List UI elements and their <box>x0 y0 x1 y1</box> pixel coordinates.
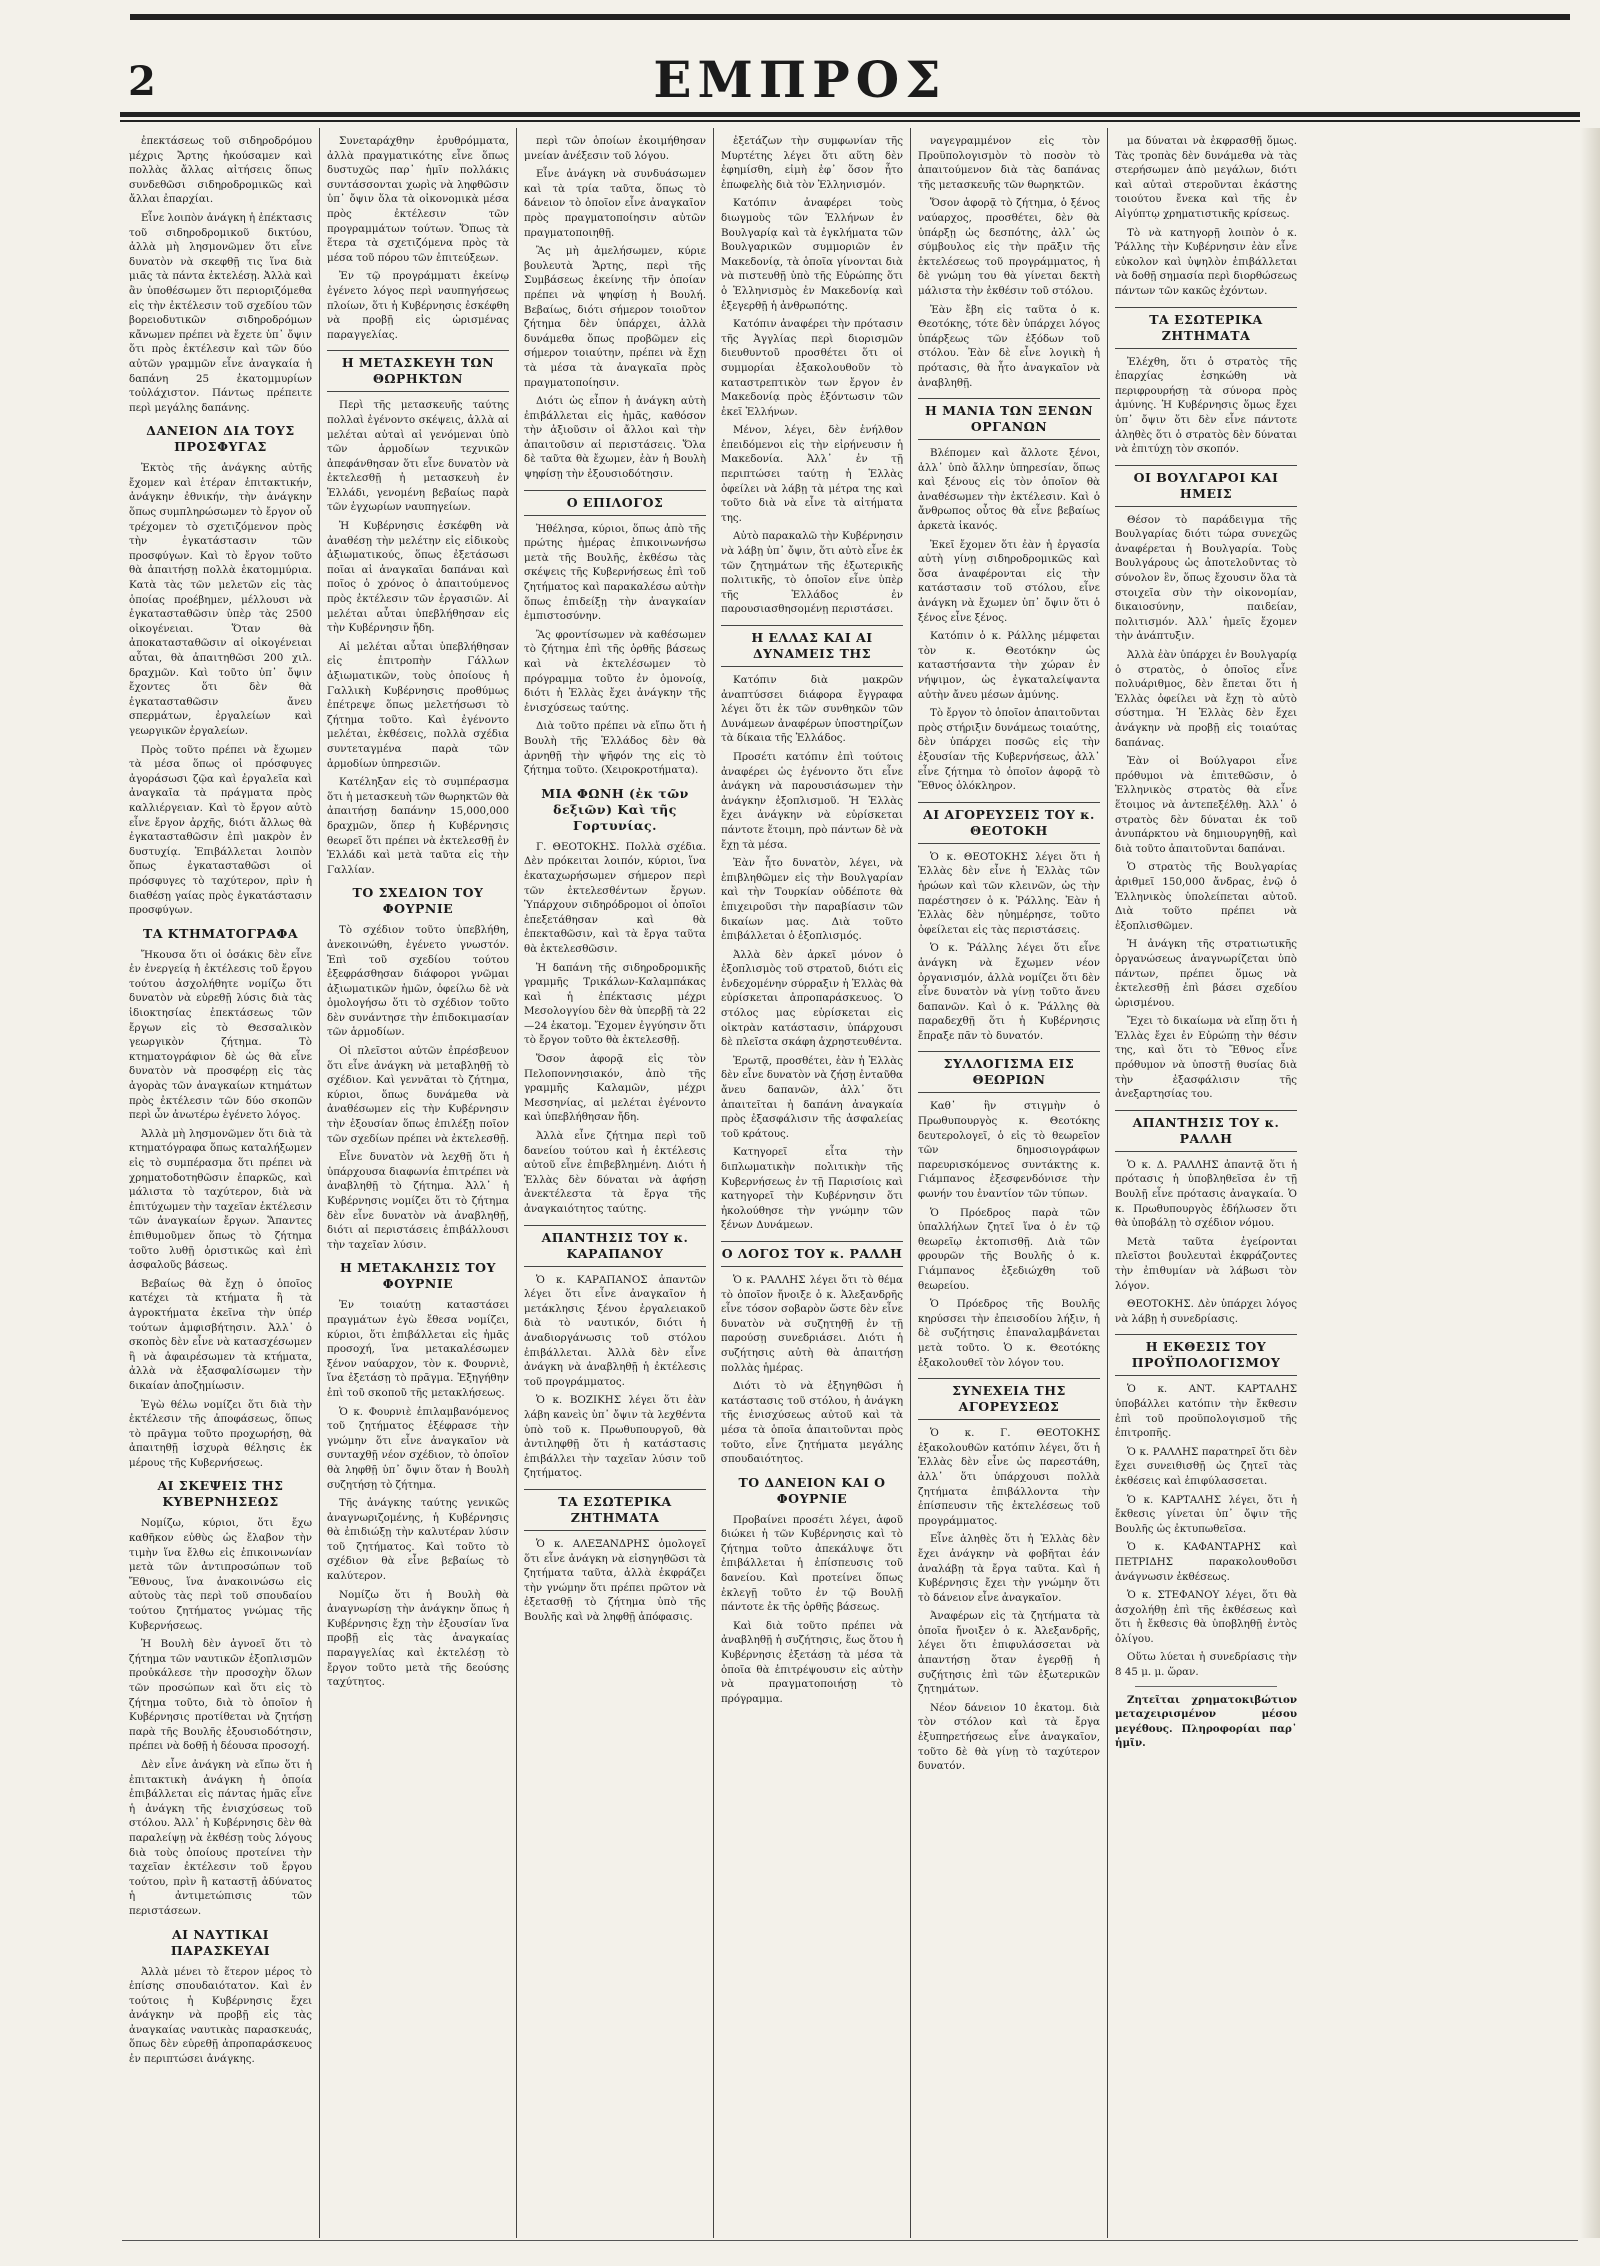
article-paragraph: ἐξετάζων τὴν συμφωνίαν τῆς Μυρτέτης λέγει ὅτι αὕτη δὲν ἐφημίσθη, εἰμὴ ἐφ᾽ ὅσον ἦτο ἐπωφελὴς διὰ τὸν Ἑλληνισμόν. <box>721 135 903 191</box>
article-paragraph: Ὁ κ. Γ. ΘΕΟΤΟΚΗΣ ἐξακολουθῶν κατόπιν λέγει, ὅτι ἡ Ἑλλὰς δὲν εἶνε ὡς παρεστάθη, ἀλλ᾽ ὅτι ὑπάρχουσι πολλὰ ζητήματα ἐπιβάλλοντα τὴν ἐπίσπευσιν τῆς ἐκτελέσεως τοῦ προγράμματος. <box>918 1427 1100 1527</box>
article-paragraph: Ὁ κ. ΚΑΦΑΝΤΑΡΗΣ καὶ ΠΕΤΡΙΔΗΣ παρακολουθοῦσι ἀνάγνωσιν ἐκθέσεως. <box>1115 1541 1297 1583</box>
header-rule <box>120 112 1580 117</box>
article-heading: ΑΙ ΣΚΕΨΕΙΣ ΤΗΣ ΚΥΒΕΡΝΗΣΕΩΣ <box>157 1478 284 1510</box>
article-heading: ΤΑ ΚΤΗΜΑΤΟΓΡΑΦΑ <box>142 925 299 941</box>
article-paragraph: Τὸ σχέδιον τοῦτο ὑπεβλήθη, ἀνεκοινώθη, ἐγένετο γνωστόν. Ἐπὶ τοῦ σχεδίου τούτου ἐξεφράσθησαν διάφοροι γνῶμαι ἀξιωματικῶν ἡμῶν, ὀφείλω δὲ νὰ ὁμολογήσω ὅτι τὸ σχέδιον τοῦτο δὲν συνάντησε τὴν ἐπιδοκιμασίαν τῶν ἁρμοδίων. <box>327 924 509 1039</box>
article-paragraph: Ἀλλὰ μὴ λησμονῶμεν ὅτι διὰ τὰ κτηματόγραφα ὅπως καταλήξωμεν εἰς τὸ συμπέρασμα ὅτι πρέπει νὰ χρηματοδοτηθῶσιν ἐπαρκῶς, καὶ μάλιστα τὸ ταχύτερον, διὰ νὰ ἐπιτύχωμεν τὴν ταχεῖαν ἐκτέλεσιν τῶν ἀναγκαίων ἔργων. Ἅπαντες ἐπιθυμοῦμεν ὅπως τὸ ζήτημα τοῦτο λυθῇ ὁριστικῶς καὶ ἐπὶ ἀσφαλοῦς βάσεως. <box>129 1127 312 1272</box>
article-paragraph: περὶ τῶν ὁποίων ἐκοιμήθησαν μνείαν ἀνέξεσιν τοῦ λόγου. <box>524 135 706 162</box>
article-paragraph: Τῆς ἀνάγκης ταύτης γενικῶς ἀναγνωριζομένης, ἡ Κυβέρνησις θὰ ἐπιδιώξῃ τὴν καλυτέραν λύσιν τοῦ ζητήματος. Καὶ τοῦτο τὸ σχέδιον θὰ εἶνε βεβαίως τὸ καλύτερον. <box>327 1497 509 1583</box>
article-paragraph: Ὁ κ. Δ. ΡΑΛΛΗΣ ἀπαντᾷ ὅτι ἡ πρότασις ἡ ὑποβληθεῖσα ἐν τῇ Βουλῇ εἶνε πρότασις ἀναγκαία. Ὁ κ. Πρωθυπουργὸς ἐδήλωσεν ὅτι θὰ ὑποβάλῃ τὸ σχέδιον νόμου. <box>1115 1158 1297 1230</box>
article-paragraph: Ζητεῖται χρηματοκιβώτιον μεταχειρισμένον μέσου μεγέθους. Πληροφορίαι παρ᾽ ἡμῖν. <box>1115 1693 1297 1750</box>
article-paragraph: Ἐν τῷ προγράμματι ἐκείνῳ ἐγένετο λόγος περὶ ναυπηγήσεως πλοίων, ὅτι ἡ Κυβέρνησις ἐσκέφθη νὰ προβῇ εἰς ὡρισμένας παραγγελίας. <box>327 270 509 341</box>
article-heading: ΑΙ ΝΑΥΤΙΚΑΙ ΠΑΡΑΣΚΕΥΑΙ <box>170 1926 271 1958</box>
article-paragraph: ΘΕΟΤΟΚΗΣ. Δὲν ὑπάρχει λόγος νὰ λάβῃ ἡ συνεδρίασις. <box>1115 1298 1297 1325</box>
column-6 <box>1107 128 1304 2238</box>
scan-edge <box>1580 128 1600 2238</box>
article-heading: ΑΠΑΝΤΗΣΙΣ ΤΟΥ κ. ΡΑΛΛΗ <box>1115 1110 1297 1152</box>
article-paragraph: Περὶ τῆς μετασκευῆς ταύτης πολλαὶ ἐγένοντο σκέψεις, ἀλλὰ αἱ μελέται αὐταὶ αἱ γενόμεναι ὑπὸ τῶν ἁρμοδίων τεχνικῶν ἀπεφάνθησαν ὅτι εἶνε δυνατὸν νὰ ἐκτελεσθῇ ἡ μετασκευὴ ἐν Ἑλλάδι, γενομένη βεβαίως παρὰ τῶν ἐγχωρίων ναυπηγείων. <box>327 399 509 514</box>
article-paragraph: Γ. ΘΕΟΤΟΚΗΣ. Πολλὰ σχέδια. Δὲν πρόκειται λοιπόν, κύριοι, ἵνα ἐκαταχωρήσωμεν σήμερον περὶ τῶν ἐκτελεσθέντων ἔργων. Ὑπάρχουν σιδηρόδρομοι οἱ ὁποῖοι ἐπεξετάθησαν καὶ θὰ ἐπεκταθῶσιν, καὶ τὰ ἔργα ταῦτα θὰ ἐκτελεσθῶσιν. <box>524 840 706 955</box>
column-5 <box>910 128 1107 2238</box>
article-heading: Η ΕΚΘΕΣΙΣ ΤΟΥ ΠΡΟΫΠΟΛΟΓΙΣΜΟΥ <box>1115 1334 1297 1376</box>
article-heading: ΤΑ ΕΣΩΤΕΡΙΚΑ ΖΗΤΗΜΑΤΑ <box>1115 307 1297 349</box>
article-paragraph: Ὁ κ. ΡΑΛΛΗΣ παρατηρεῖ ὅτι δὲν ἔχει συνειθισθῇ ὡς ζητεῖ τὰς ἐκθέσεις καὶ ἐπιφύλασσεται. <box>1115 1445 1297 1487</box>
article-paragraph: Τὸ ἔργον τὸ ὁποῖον ἀπαιτοῦνται πρὸς στήριξιν δυνάμεως τοιαύτης, δὲν ὑπάρχει ποσῶς εἰς τὴν ἐξουσίαν τῆς Κυβερνήσεως, ἀλλ᾽ εἶνε ζήτημα τὸ ὁποῖον ἀφορᾷ τὸ Ἔθνος ὁλόκληρον. <box>918 707 1100 793</box>
article-paragraph: Ἀλλὰ εἶνε ζήτημα περὶ τοῦ δανείου τούτου καὶ ἡ ἐκτέλεσις αὐτοῦ εἶνε ἐπιβεβλημένη. Διότι ἡ Ἑλλὰς δὲν δύναται νὰ ἀφήσῃ ἀνεκτέλεστα τὰ ἔργα τῆς ἀναγκαιότητος ταύτης. <box>524 1130 706 1215</box>
article-paragraph: Ὁ κ. ΑΛΕΞΑΝΔΡΗΣ ὁμολογεῖ ὅτι εἶνε ἀνάγκη νὰ εἰσηγηθῶσι τὰ ζητήματα ταῦτα, ἀλλὰ ἐκφράζει τὴν γνώμην ὅτι πρέπει πρῶτον νὰ ἐξετασθῇ τὸ ζήτημα ὑπὸ τῆς Βουλῆς καὶ νὰ ληφθῇ ἀπόφασις. <box>524 1537 706 1623</box>
columns <box>122 128 1578 2238</box>
article-heading: ΤΟ ΣΧΕΔΙΟΝ ΤΟΥ ΦΟΥΡΝΙΕ <box>352 885 484 917</box>
article-heading: ΣΥΛΛΟΓΙΣΜΑ ΕΙΣ ΘΕΩΡΙΩΝ <box>918 1051 1100 1093</box>
article-paragraph: Ὁ κ. Φουρνιὲ ἐπιλαμβανόμενος τοῦ ζητήματος ἐξέφρασε τὴν γνώμην ὅτι εἶνε ἀναγκαῖον νὰ συνταχθῇ νέον σχέδιον, τὸ ὁποῖον θὰ ληφθῇ ὑπ᾽ ὄψιν ὅταν ἡ Βουλὴ συζητήσῃ τὸ ζήτημα. <box>327 1405 509 1491</box>
article-paragraph: Νέον δάνειον 10 ἑκατομ. διὰ τὸν στόλον καὶ τὰ ἔργα ἐξυπηρετήσεως εἶνε ἀναγκαῖον, τοῦτο δὲ θὰ γίνῃ τὸ ταχύτερον δυνατόν. <box>918 1701 1100 1773</box>
article-paragraph: Ἡ δαπάνη τῆς σιδηροδρομικῆς γραμμῆς Τρικάλων-Καλαμπάκας καὶ ἡ ἐπέκτασις μέχρι Μεσολογγίου δὲν θὰ ὑπερβῇ τὰ 22—24 ἑκατομ. Ἔχομεν ἐγγύησιν ὅτι τὸ ἔργον τοῦτο θὰ ἐκτελεσθῇ. <box>524 961 706 1047</box>
article-paragraph: Ὅσον ἀφορᾷ εἰς τὸν Πελοποννησιακόν, ἀπὸ τῆς γραμμῆς Καλαμῶν, μέχρι Μεσσηνίας, αἱ μελέται ἐγένοντο καὶ ὑπεβλήθησαν ἤδη. <box>524 1053 706 1124</box>
column-2 <box>319 128 516 2238</box>
article-paragraph: Ἐὰν ἔβη εἰς ταῦτα ὁ κ. Θεοτόκης, τότε δὲν ὑπάρχει λόγος ὑπάρξεως τῶν ἐξόδων τοῦ στόλου. Ἐὰν δὲ εἶνε λογικὴ ἡ πρότασις, θὰ ἦτο ἀναγκαῖον νὰ ἀναβληθῇ. <box>918 303 1100 389</box>
article-paragraph: Ἀναφέρων εἰς τὰ ζητήματα τὰ ὁποῖα ἤνοιξεν ὁ κ. Ἀλεξανδρῆς, λέγει ὅτι ἐπιφυλάσσεται νὰ ἀπαντήσῃ ὅταν ἐγερθῇ ἡ συζήτησις ἐπὶ τῶν ἐξωτερικῶν ζητημάτων. <box>918 1610 1100 1696</box>
header-rule-thin <box>120 120 1580 122</box>
article-paragraph: Πρὸς τοῦτο πρέπει νὰ ἔχωμεν τὰ μέσα ὅπως οἱ πρόσφυγες ἀγοράσωσι ζῷα καὶ ἐργαλεῖα καὶ ἀναγκαῖα τὰ πράγματα πρὸς καλλιέργειαν. Καὶ τὸ ἔργον αὐτὸ εἶνε ἔργον ἀρχῆς, διότι ἄλλως θὰ ἐγκατασταθῶσιν ἐπὶ μακρὸν ἐν δυστυχίᾳ. Ἐπιβάλλεται λοιπὸν ὅπως ἐγκατασταθῶσι οἱ πρόσφυγες τὸ ταχύτερον, πρὶν ἡ διαθέσῃ γαίας πρὸς ἐγκατάστασιν προσφύγων. <box>129 743 312 917</box>
article-paragraph: Προσέτι κατόπιν ἐπὶ τούτοις ἀναφέρει ὡς ἐγένοντο ὅτι εἶνε ἀνάγκη νὰ παρουσιάσωμεν τὴν ἀνάγκην ἐξοπλισμοῦ. Ἡ Ἑλλὰς ἔχει ἀνάγκην νὰ εὑρίσκεται πάντοτε ἕτοιμη, πρὸ πάντων δὲ νὰ ἔχῃ τὰ μέσα. <box>721 750 903 851</box>
article-paragraph: Ἀλλὰ ἐὰν ὑπάρχει ἐν Βουλγαρίᾳ ὁ στρατὸς, ὁ ὁποῖος εἶνε πολυάριθμος, δὲν ἔπεται ὅτι ἡ Ἑλλὰς ὀφείλει νὰ ἔχῃ τὸ αὐτὸ σύστημα. Ἡ Ἑλλὰς δὲν ἔχει ἀνάγκην νὰ προβῇ εἰς τοιαύτας δαπάνας. <box>1115 649 1297 749</box>
article-paragraph: Ὁ κ. ΣΤΕΦΑΝΟΥ λέγει, ὅτι θὰ ἀσχολήθῃ ἐπὶ τῆς ἐκθέσεως καὶ ὅτι ἡ ἔκθεσις θὰ ὑποβληθῇ ἐντὸς ὀλίγου. <box>1115 1589 1297 1645</box>
article-heading: Ο ΛΟΓΟΣ ΤΟΥ κ. ΡΑΛΛΗ <box>721 1241 903 1267</box>
article-heading: Ο ΕΠΙΛΟΓΟΣ <box>524 490 706 516</box>
newspaper-title: ΕΜΠΡΟΣ <box>653 50 947 109</box>
article-paragraph: Εἶνε ἀνάγκη νὰ συνδυάσωμεν καὶ τὰ τρία ταῦτα, ὅπως τὸ δάνειον τὸ ὁποῖον εἶνε ἀναγκαῖον πρὸς πραγματοποίησιν αὐτῶν πραγματοποιηθῇ. <box>524 168 706 239</box>
article-paragraph: ἐπεκτάσεως τοῦ σιδηροδρόμου μέχρις Ἄρτης ἠκούσαμεν καὶ πολλὰς ἄλλας αἰτήσεις ὅπως συνδεθῶσι σιδηροδρομικῶς καὶ ἄλλαι ἐπαρχίαι. <box>129 135 312 206</box>
article-paragraph: Ἐκεῖ ἔχομεν ὅτι ἐὰν ἡ ἐργασία αὐτὴ γίνῃ σιδηροδρομικῶς καὶ ὅσα ἀναφέρονται εἰς τὴν κατάστασιν τοῦ στόλου, εἶνε ἀνάγκη νὰ ἔχωμεν ὑπ᾽ ὄψιν ὅτι ὁ ξένος εἶνε ξένος. <box>918 538 1100 624</box>
article-paragraph: Κατόπιν ἀναφέρει τοὺς διωγμοὺς τῶν Ἑλλήνων ἐν Βουλγαρίᾳ καὶ τὰ ἐγκλήματα τῶν Βουλγαρικῶν συμμοριῶν ἐν Μακεδονίᾳ, τὰ ὁποῖα γίνονται διὰ νὰ πιστευθῇ ὑπὸ τῆς Εὐρώπης ὅτι ὁ Ἑλληνισμὸς ἐν Μακεδονίᾳ καὶ ἐξεγερθῇ ἡ ἀνθρωπότης. <box>721 197 903 312</box>
article-paragraph: Ἡ Βουλὴ δὲν ἀγνοεῖ ὅτι τὸ ζήτημα τῶν ναυτικῶν ἐξοπλισμῶν προὐκάλεσε τὴν προσοχὴν ὅλων τῶν προσώπων καὶ ὅτι εἰς τὸ ζήτημα τοῦτο, διὰ τὸ ὁποῖον ἡ Κυβέρνησις προτίθεται νὰ ζητήσῃ παρὰ τῆς Βουλῆς ἐξουσιοδότησιν, πρέπει νὰ δοθῇ ἡ δέουσα προσοχή. <box>129 1638 312 1753</box>
article-paragraph: Καὶ διὰ τοῦτο πρέπει νὰ ἀναβληθῇ ἡ συζήτησις, ἕως ὅτου ἡ Κυβέρνησις ἐξετάσῃ τὰ μέσα τὰ ὁποῖα θὰ ἐπιτρέψουσιν εἰς αὐτὴν νὰ πραγματοποιήσῃ τὸ πρόγραμμα. <box>721 1619 903 1705</box>
article-paragraph: Ἂς μὴ ἀμελήσωμεν, κύριε βουλευτὰ Ἄρτης, περὶ τῆς Συμβάσεως ἐκείνης τῆν ὁποίαν πρέπει νὰ ψηφίσῃ ἡ Βουλή. Βεβαίως, διότι σήμερον τοιοῦτον ζήτημα δὲν ὑπάρχει, ἀλλὰ δυνάμεθα ὅπως προβῶμεν εἰς σήμερον τοιαύτην, πρέπει νὰ ἔχῃ τὰ μέσα τὰ ἀναγκαῖα πρὸς πραγματοποίησιν. <box>524 245 706 389</box>
article-heading: Η ΜΕΤΑΚΛΗΣΙΣ ΤΟΥ ΦΟΥΡΝΙΕ <box>340 1260 496 1292</box>
page-number: 2 <box>128 58 156 105</box>
article-paragraph: Προβαίνει προσέτι λέγει, ἀφοῦ διώκει ἡ τῶν Κυβέρνησις καὶ τὸ ζήτημα τοῦτο ἀπεκάλυψε ὅτι ἐπιβάλλεται ἡ ἐπίσπευσις τοῦ δανείου. Καὶ προτείνει ὅπως ἐκλεγῇ τοῦτο ἐν τῷ Βουλῇ πάντοτε ἐκ τῆς ὀρθῆς βάσεως. <box>721 1513 903 1614</box>
article-paragraph: Βεβαίως θὰ ἔχῃ ὁ ὁποῖος κατέχει τὰ κτήματα ἢ τὰ ἀγροκτήματα ἐκεῖνα τὴν ὑπέρ τούτων ἀμφισβήτησιν. Ἀλλ᾽ ὁ σκοπὸς δὲν εἶνε νὰ κατασχέσωμεν ἢ νὰ ἀφαιρέσωμεν τὰ κτήματα, ἀλλὰ νὰ ἐξασφαλίσωμεν τὴν δικαίαν ἀποζημίωσιν. <box>129 1277 312 1392</box>
article-paragraph: Ἤκουσα ὅτι οἱ ὁσάκις δὲν εἶνε ἐν ἐνεργείᾳ ἡ ἐκτέλεσις τοῦ ἔργου τούτου ἀσχολήθητε νομίζω ὅτι δυνατὸν νὰ εὑρεθῇ λύσις διὰ τὰς ἰδιοκτησίας ἐπεκτάσεως τῶν ἔργων εἰς τὸ Θεσσαλικὸν γεωργικὸν ζήτημα. Τὸ κτηματογράφιον δὲ ὡς θὰ εἶνε δυνατὸν νὰ προσφέρῃ εἰς τὰς ἀγορὰς τῶν ἀναγκαίων κτημάτων πρὸς ἐκτέλεσιν τῶν δύο σκοπῶν περὶ ὧν ἀνωτέρω ἐγένετο λόγος. <box>129 948 312 1122</box>
article-paragraph: Κατόπιν διὰ μακρῶν ἀναπτύσσει διάφορα ἔγγραφα λέγει ὅτι ἐκ τῶν συνθηκῶν τῶν Δυνάμεων ἀναφέρων ὑποστηρίζων τὰ δίκαια τῆς Ἑλλάδος. <box>721 674 904 745</box>
article-paragraph: Ὅσον ἀφορᾷ τὸ ζήτημα, ὁ ξένος ναύαρχος, προσθέτει, δὲν θὰ ὑπάρξῃ ὡς δεσπότης, ἀλλ᾽ ὡς σύμβουλος εἰς τὴν πρᾶξιν τῆς ἐκτελέσεως τοῦ προγράμματος, ἡ δὲ γνώμη του θὰ γίνεται δεκτὴ μάλιστα τὴν ἐκθέσιν τοῦ στόλου. <box>918 197 1100 297</box>
article-paragraph: Ἐγὼ θέλω νομίζει ὅτι διὰ τὴν ἐκτέλεσιν τῆς ἀποφάσεως, ὅπως τὸ πρᾶγμα τοῦτο προχωρήσῃ, θὰ ἀπαιτηθῇ ἰσχυρὰ θέλησις ἐκ μέρους τῆς Κυβερνήσεως. <box>129 1398 312 1469</box>
article-paragraph: Ἀλλὰ μένει τὸ ἕτερον μέρος τὸ ἐπίσης σπουδαιότατον. Καὶ ἐν τούτοις ἡ Κυβέρνησις ἔχει ἀνάγκην νὰ προβῇ εἰς τὰς ἀναγκαίας ναυτικὰς παρασκευάς, ὅπως δὲν εὑρεθῇ ἀπροπαράσκευος ἐν περιπτώσει ἀνάγκης. <box>129 1965 312 2066</box>
article-paragraph: Νομίζω, κύριοι, ὅτι ἔχω καθῆκον εὐθὺς ὡς ἔλαβον τὴν τιμὴν ἵνα ἔλθω εἰς ἐπικοινωνίαν μετὰ τῶν ἀντιπροσώπων τοῦ Ἔθνους, ἵνα ἀνακοινώσω εἰς αὐτοὺς τὰς περὶ τοῦ σπουδαίου τούτου ζητήματος γνώμας τῆς Κυβερνήσεως. <box>129 1517 312 1632</box>
article-paragraph: Ἐν τοιαύτῃ καταστάσει πραγμάτων ἐγὼ ἔθεσα νομίζει, κύριοι, ὅτι ἐπιβάλλεται εἰς ἡμᾶς προσοχή, ἵνα μετακαλέσωμεν ξένον ναύαρχον, τὸν κ. Φουρνιὲ, ἵνα ἐξετάσῃ τὸ πρᾶγμα. Ἐξηγήθην ἐπὶ τοῦ σκοποῦ τῆς μετακλήσεως. <box>327 1299 509 1399</box>
article-paragraph: Ἐλέχθη, ὅτι ὁ στρατὸς τῆς ἐπαρχίας ἐσηκώθη νὰ περιφρουρήσῃ τὰ σύνορα πρὸς ἀμύνης. Ἡ Κυβέρνησις ὅμως ἔχει ὑπ᾽ ὄψιν ὅτι δὲν εἶνε πάντοτε ἀληθὲς ὅτι ὁ στρατὸς δὲν δύναται νὰ ἐπιτύχῃ τὸν σκοπόν. <box>1115 355 1297 456</box>
article-heading: ΣΥΝΕΧΕΙΑ ΤΗΣ ΑΓΟΡΕΥΣΕΩΣ <box>918 1378 1100 1420</box>
article-paragraph: Ἔχει τὸ δικαίωμα νὰ εἴπῃ ὅτι ἡ Ἑλλὰς ἔχει ἐν Εὐρώπῃ τὴν θέσιν της, καὶ ὅτι τὸ Ἔθνος εἶνε πρόθυμον νὰ ὑποστῇ θυσίας διὰ τὴν ἐξασφάλισιν τῆς ἀνεξαρτησίας του. <box>1115 1015 1297 1101</box>
article-paragraph: Καθ᾽ ἣν στιγμὴν ὁ Πρωθυπουργὸς κ. Θεοτόκης δευτερολογεῖ, ὁ εἰς τὸ θεωρεῖον τῶν δημοσιογράφων παρευρισκόμενος συντάκτης κ. Γιάμπανος ἐξεσφενδόνισε τὴν φωνήν του ἐναντίον τῶν τύπων. <box>918 1100 1100 1201</box>
article-heading: Η ΕΛΛΑΣ ΚΑΙ ΑΙ ΔΥΝΑΜΕΙΣ ΤΗΣ <box>721 625 903 667</box>
article-paragraph: Ὁ Πρόεδρος τῆς Βουλῆς κηρύσσει τὴν ἐπεισοδίου λήξιν, ἡ δὲ συζήτησις ἐπαναλαμβάνεται μετὰ τοῦτο. Ὁ κ. Θεοτόκης ἐξακολουθεῖ τὸν λόγον του. <box>918 1298 1100 1369</box>
article-paragraph: Θέσον τὸ παράδειγμα τῆς Βουλγαρίας διότι τώρα συνεχῶς ἀναφέρεται ἡ Βουλγαρία. Τοὺς Βουλγάρους ὡς ἀποτελοῦντας τὸ σύνολον ἓν, ὅπως ἔχουσιν ὅλα τὰ στοιχεῖα σὺν τὴν οἰκονομίαν, δικαιοσύνην, παιδείαν, πολιτισμόν. Ἀλλ᾽ ἡμεῖς ἔχομεν τὴν ἀνάπτυξιν. <box>1115 513 1297 643</box>
column-1 <box>122 128 319 2238</box>
article-paragraph: Αἱ μελέται αὗται ὑπεβλήθησαν εἰς ἐπιτροπὴν Γάλλων ἀξιωματικῶν, τοὺς ὁποίους ἡ Γαλλικὴ Κυβέρνησις προθύμως ἐπέτρεψε ὅπως μελετήσωσι τὸ ζήτημα τοῦτο. Καὶ ἐγένοντο μελέται, ἐκθέσεις, πολλὰ σχέδια συντεταγμένα παρὰ τῶν ἁρμοδίων ὑπηρεσιῶν. <box>327 640 509 770</box>
article-heading: ΟΙ ΒΟΥΛΓΑΡΟΙ ΚΑΙ ΗΜΕΙΣ <box>1115 465 1297 507</box>
article-paragraph: Ἐὰν ἦτο δυνατὸν, λέγει, νὰ ἐπιβληθῶμεν εἰς τὴν Βουλγαρίαν καὶ τὴν Τουρκίαν οὐδέποτε θὰ ἐπιχειροῦσι τὴν παραβίασιν τῶν δικαίων μας. Διὰ τοῦτο ἐπιβάλλεται ὁ ἐξοπλισμός. <box>721 857 903 943</box>
article-paragraph: Μετὰ ταῦτα ἐγείρονται πλεῖστοι βουλευταὶ ἐκφράζοντες τὴν ἐπιθυμίαν νὰ λάβωσι τὸν λόγον. <box>1115 1235 1297 1292</box>
article-paragraph: Διότι τὸ νὰ ἐξηγηθῶσι ἡ κατάστασις τοῦ στόλου, ἡ ἀνάγκη τῆς ἐνισχύσεως αὐτοῦ καὶ τὰ μέσα τὰ ὁποῖα ἀπαιτοῦνται πρὸς τοῦτο, εἶνε ζητήματα μεγάλης σπουδαιότητος. <box>721 1380 903 1466</box>
masthead <box>0 0 1600 130</box>
article-paragraph: Ὁ στρατὸς τῆς Βουλγαρίας ἀριθμεῖ 150,000 ἄνδρας, ἐνῷ ὁ Ἑλληνικὸς ὑπολείπεται αὐτοῦ. Διὰ τοῦτο πρέπει νὰ ἐξοπλισθῶμεν. <box>1115 861 1297 932</box>
article-paragraph: Ὁ κ. ΒΟΖΙΚΗΣ λέγει ὅτι ἐὰν λάβη κανεὶς ὑπ᾽ ὄψιν τὰ λεχθέντα ὑπὸ τοῦ κ. Πρωθυπουργοῦ, θὰ ἀντιληφθῇ ὅτι ἡ κατάστασις ἐπιβάλλει τὴν ταχεῖαν λύσιν τοῦ ζητήματος. <box>524 1394 706 1480</box>
article-paragraph: Δὲν εἶνε ἀνάγκη νὰ εἴπω ὅτι ἡ ἐπιτακτικὴ ἀνάγκη ἡ ὁποία ἐπιβάλλεται εἰς πάντας ἡμᾶς εἶνε ἡ ἀνάγκη τῆς ἐνισχύσεως τοῦ στόλου. Ἀλλ᾽ ἡ Κυβέρνησις δὲν θὰ παραλείψῃ νὰ ἐκθέσῃ τοὺς λόγους διὰ τοὺς ὁποίους προτείνει τὴν ταχεῖαν ἐκτέλεσιν τοῦ ἔργου τούτου, πρὶν ἢ καταστῇ ἀδύνατος ἡ ἀντιμετώπισις τῶν περιστάσεων. <box>129 1758 312 1917</box>
article-paragraph: Κατηγορεῖ εἶτα τὴν διπλωματικὴν πολιτικὴν τῆς Κυβερνήσεως ἐν τῇ Παρισίοις καὶ κατηγορεῖ τὴν Κυβέρνησιν ὅτι ἠκολούθησε τὴν γνώμην τῶν ξένων Δυνάμεων. <box>721 1146 903 1232</box>
article-paragraph: Ὁ κ. ΚΑΡΑΠΑΝΟΣ ἀπαντῶν λέγει ὅτι εἶνε ἀναγκαῖον ἡ μετάκλησις ξένου ἐργαλειακοῦ διὰ τὸ ναυτικόν, διότι ἡ ἀναδιοργάνωσις τοῦ στόλου ἐπιβάλλεται. Ἀλλὰ δὲν εἶνε ἀνάγκη νὰ ἀναβληθῇ ἡ ἐκτέλεσις τοῦ προγράμματος. <box>524 1273 706 1388</box>
article-heading: ΤΑ ΕΣΩΤΕΡΙΚΑ ΖΗΤΗΜΑΤΑ <box>524 1489 706 1531</box>
article-paragraph: Αὐτὸ παρακαλῶ τὴν Κυβέρνησιν νὰ λάβῃ ὑπ᾽ ὄψιν, ὅτι αὐτὸ εἶνε ἐκ τῶν ζητημάτων τῆς ἐξωτερικῆς πολιτικῆς, τὸ ὁποῖον εἶνε ὑπὲρ τῆς Ἑλλάδος ἐν παρουσιασθησομένῃ περιστάσει. <box>721 530 903 616</box>
article-paragraph: Τὸ νὰ κατηγορῇ λοιπὸν ὁ κ. Ῥάλλης τὴν Κυβέρνησιν ἐὰν εἶνε εὐκολον καὶ ὑψηλὸν ἐπιβάλλεται νὰ δοθῇ σημασία περὶ διορθώσεως πάντων τῶν κακῶς ἐχόντων. <box>1115 226 1297 297</box>
article-paragraph: Διὰ τοῦτο πρέπει νὰ εἴπω ὅτι ἡ Βουλὴ τῆς Ἑλλάδος δὲν θὰ ἀρνηθῇ τὴν ψῆφόν της εἰς τὸ ζήτημα τοῦτο. (Χειροκροτήματα). <box>524 720 706 777</box>
article-paragraph: Ὁ Πρόεδρος παρὰ τῶν ὑπαλλήλων ζητεῖ ἵνα ὁ ἐν τῷ θεωρεῖῳ ἐκτοπισθῇ. Διὰ τῶν φρουρῶν τῆς Βουλῆς ὁ κ. Γιάμπανος ἐξεδιώχθη τοῦ θεωρείου. <box>918 1206 1100 1292</box>
article-paragraph: Ὁ κ. Ῥάλλης λέγει ὅτι εἶνε ἀνάγκη νὰ ἔχωμεν νέον ὀργανισμόν, ἀλλὰ νομίζει ὅτι δὲν εἶνε δυνατὸν νὰ γίνῃ τοῦτο ἄνευ δαπανῶν. Καὶ ὁ κ. Ῥάλλης θὰ παραδεχθῇ ὅτι ἡ Κυβέρνησις ἔπραξε πᾶν τὸ δυνατόν. <box>918 942 1100 1042</box>
article-heading: Η ΜΑΝΙΑ ΤΩΝ ΞΕΝΩΝ ΟΡΓΑΝΩΝ <box>918 398 1100 440</box>
article-paragraph: Ἠθέλησα, κύριοι, ὅπως ἀπὸ τῆς πρώτης ἡμέρας ἐπικοινωνήσω μετὰ τῆς Βουλῆς, ἐκθέσω τὰς σκέψεις τῆς Κυβερνήσεως ἐπὶ τοῦ ζητήματος καὶ παρακαλέσω αὐτὴν ὅπως ἐπιδείξῃ τὴν ἀναγκαίαν ἐμπιστοσύνην. <box>524 522 706 623</box>
article-heading: ΜΙΑ ΦΩΝΗ (ἐκ τῶν δεξιῶν) Καὶ τῆς Γορτυνίας. <box>541 785 689 833</box>
article-paragraph: Ἐκτὸς τῆς ἀνάγκης αὐτῆς ἔχομεν καὶ ἑτέραν ἐπιτακτικήν, ἀνάγκην ἐθνικήν, τὴν ἀνάγκην ὅπως συμπληρώσωμεν τὸ ἔργον οὗ τρέχομεν τὸ σχετιζόμενον πρὸς τὴν ἐγκατάστασιν τῶν προσφύγων. Καὶ τὸ ἔργον τοῦτο θὰ ἀπαιτήσῃ πολλὰ ἑκατομμύρια. Κατὰ τὰς τῶν μελετῶν εἰς τὰς ὁποίας προέβημεν, μέλλουσι νὰ ἐγκατασταθῶσιν ὑπὲρ τὰς 2500 οἰκογένειαι. Ὅταν θὰ ἀποκατασταθῶσιν αἱ οἰκογένειαι αὗται, θὰ ἀπαιτηθῶσι 200 χιλ. δραχμῶν. Καὶ τοῦτο ὑπ᾽ ὄψιν ἔχοντες ὅτι δὲν θὰ ἐγκατασταθῶσιν ἄνευ σπερμάτων, ἐργαλείων καὶ γεωργικῶν ἐργαλείων. <box>129 462 312 737</box>
article-paragraph: Ὁ κ. ΡΑΛΛΗΣ λέγει ὅτι τὸ θέμα τὸ ὁποῖον ἤνοιξε ὁ κ. Ἀλεξανδρῆς εἶνε τόσον σοβαρὸν ὥστε δὲν εἶνε δυνατὸν νὰ συζητηθῇ ἐν τῇ παρούσῃ συνεδριάσει. Διότι ἡ συζήτησις αὐτὴ θὰ ἀπαιτήσῃ πολλὰς ἡμέρας. <box>721 1273 903 1374</box>
article-paragraph: Οὕτω λύεται ἡ συνεδρίασις τὴν 8 45 μ. μ. ὥραν. <box>1115 1651 1297 1679</box>
footer-rule <box>122 2240 1578 2241</box>
article-heading: ΤΟ ΔΑΝΕΙΟΝ ΚΑΙ Ο ΦΟΥΡΝΙΕ <box>738 1474 886 1506</box>
article-paragraph: Ἡ ἀνάγκη τῆς στρατιωτικῆς ὀργανώσεως ἀναγνωρίζεται ὑπὸ πάντων, πρέπει ὅμως νὰ ἐκτελεσθῇ ἐπὶ βάσει σχεδίου ὡρισμένου. <box>1115 938 1297 1009</box>
article-paragraph: Ἡ Κυβέρνησις ἐσκέφθη νὰ ἀναθέσῃ τὴν μελέτην εἰς εἰδικοὺς ἀξιωματικούς, ὅπως ἐξετάσωσι ποῖαι αἱ ἀναγκαῖαι δαπάναι καὶ ποῖος ὁ χρόνος ὁ ἀπαιτούμενος πρὸς ἐκτέλεσιν τῶν ἐργασιῶν. Αἱ μελέται αὗται ὑπεβλήθησαν εἰς τὴν Κυβέρνησιν ἤδη. <box>327 520 509 635</box>
article-heading: Η ΜΕΤΑΣΚΕΥΗ ΤΩΝ ΘΩΡΗΚΤΩΝ <box>327 350 509 392</box>
article-paragraph: Βλέπομεν καὶ ἄλλοτε ξένοι, ἀλλ᾽ ὑπὸ ἄλλην ὑπηρεσίαν, ὅπως καὶ ξένους εἰς τὸν ὁποῖον θὰ ἀναθέσωμεν τὴν ἐκτέλεσιν. Καὶ ὁ ἄνθρωπος οὗτος θὰ εἶνε βεβαίως ἀρκετὰ ἱκανός. <box>918 447 1100 533</box>
article-heading: ΔΑΝΕΙΟΝ ΔΙΑ ΤΟΥΣ ΠΡΟΣΦΥΓΑΣ <box>146 423 295 455</box>
article-paragraph: Ἀλλὰ δὲν ἀρκεῖ μόνον ὁ ἐξοπλισμὸς τοῦ στρατοῦ, διότι εἰς ἐνδεχομένην σύρραξιν ἡ Ἑλλὰς θὰ εὑρίσκεται ἀπροπαράσκευος. Ὁ στόλος μας εὑρίσκεται εἰς οἰκτρὰν κατάστασιν, ὑπάρχουσι δὲ πλεῖστα σκάφη ἀχρηστευθέντα. <box>721 948 903 1049</box>
article-paragraph: Κατόπιν ἀναφέρει τὴν πρότασιν τῆς Ἀγγλίας περὶ διορισμῶν διευθυντοῦ προσθέτει ὅτι οἱ συμμορίαι ἐξακολουθοῦν τὸ καταστρεπτικὸν των ἔργον ἐν Μακεδονίᾳ πρὸς ἐξόντωσιν τῶν ἐκεῖ Ἑλλήνων. <box>721 318 903 418</box>
article-paragraph: Διότι ὡς εἶπον ἡ ἀνάγκη αὐτὴ ἐπιβάλλεται εἰς ἡμᾶς, καθόσον τὴν ἀξιοῦσιν οἱ ἄλλοι καὶ τὴν ἀπαιτοῦσιν αἱ περιστάσεις. Ὅλα δὲ ταῦτα θὰ ἔχωμεν, ἐὰν ἡ Βουλὴ ψηφίσῃ τὴν ἐξουσιοδότησιν. <box>524 395 706 481</box>
article-paragraph: Εἶνε λοιπὸν ἀνάγκη ἡ ἐπέκτασις τοῦ σιδηροδρομικοῦ δικτύου, ἀλλὰ μὴ λησμονῶμεν ὅτι εἶνε δυνατὸν νὰ σκεφθῇ τις ἵνα διὰ μιᾶς τὰ πάντα ἐκτελέσῃ. Ἀλλὰ καὶ ἂν ὑποθέσωμεν ὅτι περιοριζόμεθα εἰς τὴν ἐκτέλεσιν τοῦ σχεδίου τῶν βορειοδυτικῶν σιδηροδρόμων κἄνωμεν πρέπει νὰ ἔχετε ὑπ᾽ ὄψιν ὅτι πρὸς ἐκτέλεσιν καὶ τῶν δύο αὐτῶν γραμμῶν εἶνε ἀναγκαία ἡ δαπάνη 25 ἑκατομμυρίων τοὐλάχιστον. Πάντως πρέπειτε περὶ μεγάλης δαπάνης. <box>129 211 312 414</box>
article-paragraph: Ὁ κ. ΑΝΤ. ΚΑΡΤΑΛΗΣ ὑποβάλλει κατόπιν τὴν ἔκθεσιν ἐπὶ τοῦ προϋπολογισμοῦ τῆς ἐπιτροπῆς. <box>1115 1383 1297 1440</box>
article-paragraph: Κατέληξαν εἰς τὸ συμπέρασμα ὅτι ἡ μετασκευὴ τῶν θωρηκτῶν θὰ ἀπαιτήσῃ δαπάνην 15,000,000 δραχμῶν, ὅπερ ἡ Κυβέρνησις θεωρεῖ ὅτι πρέπει νὰ ἐκτελεσθῇ ἐν Ἑλλάδι καὶ μετὰ ταῦτα εἰς τὴν Γαλλίαν. <box>327 776 509 876</box>
article-paragraph: Εἶνε δυνατὸν νὰ λεχθῇ ὅτι ἡ ὑπάρχουσα διαφωνία ἐπιτρέπει νὰ ἀναβληθῇ τὸ ζήτημα. Ἀλλ᾽ ἡ Κυβέρνησις νομίζει ὅτι τὸ ζήτημα δὲν εἶνε δυνατὸν νὰ ἀναβληθῇ, διότι αἱ περιστάσεις ἐπιβάλλουσι τὴν ταχεῖαν λύσιν. <box>327 1151 509 1251</box>
column-divider <box>1135 1686 1277 1687</box>
article-paragraph: μα δύναται νὰ ἐκφρασθῇ ὅμως. Τὰς τροπὰς δὲν δυνάμεθα νὰ τὰς στερήσωμεν ἀπὸ μεγάλων, διότι καὶ αὐταὶ στεροῦνται ἑκάστης τοιούτου ἔνεκα καὶ τῆς ἐν Αἰγύπτῳ χρηματιστικῆς κρίσεως. <box>1115 135 1297 220</box>
article-paragraph: Νομίζω ὅτι ἡ Βουλὴ θὰ ἀναγνωρίσῃ τὴν ἀνάγκην ὅπως ἡ Κυβέρνησις ἔχῃ τὴν ἐξουσίαν ἵνα προβῇ εἰς τὰς ἀναγκαίας παραγγελίας καὶ ἐκτελέσῃ τὸ ἔργον τοῦτο μετὰ τῆς δεούσης ταχύτητος. <box>327 1588 509 1689</box>
article-heading: ΑΙ ΑΓΟΡΕΥΣΕΙΣ ΤΟΥ κ. ΘΕΟΤΟΚΗ <box>918 802 1100 844</box>
article-paragraph: Οἱ πλεῖστοι αὐτῶν ἐπρέσβευον ὅτι εἶνε ἀνάγκη νὰ μεταβληθῇ τὸ σχέδιον. Καὶ γεννᾶται τὸ ζήτημα, κύριοι, ὅπως δυνάμεθα νὰ ἀναθέσωμεν εἰς τὴν Κυβέρνησιν τὴν ἐξουσίαν ὅπως ἐπιλέξῃ ποῖον τῶν σχεδίων πρέπει νὰ ἐκτελεσθῇ. <box>327 1045 509 1145</box>
article-paragraph: ναγεγραμμένον εἰς τὸν Προϋπολογισμὸν τὸ ποσὸν τὸ ἀπαιτούμενον διὰ τὰς δαπάνας τῆς μετασκευῆς τῶν θωρηκτῶν. <box>918 135 1100 191</box>
article-paragraph: Ἐὰν οἱ Βούλγαροι εἶνε πρόθυμοι νὰ ἐπιτεθῶσιν, ὁ Ἑλληνικὸς στρατὸς θὰ εἶνε ἕτοιμος νὰ ἀντεπεξέλθῃ. Ἀλλ᾽ ὁ στρατὸς δὲν δύναται ἐκ τοῦ ἀνυπάρκτου νὰ δημιουργηθῇ, καὶ διὰ τοῦτο ἀπαιτοῦνται δαπάναι. <box>1115 755 1297 855</box>
article-paragraph: Ἂς φροντίσωμεν νὰ καθέσωμεν τὸ ζήτημα ἐπὶ τῆς ὀρθῆς βάσεως καὶ νὰ ἐκτελέσωμεν τὸ πρόγραμμα τοῦτο ἐν ὁμονοίᾳ, διότι ἡ Ἑλλὰς ἔχει ἀνάγκην τῆς ἐνισχύσεως ταύτης. <box>524 628 706 714</box>
article-paragraph: Ὁ κ. ΘΕΟΤΟΚΗΣ λέγει ὅτι ἡ Ἑλλὰς δὲν εἶνε ἡ Ἑλλὰς τῶν ἡρώων καὶ τῶν κλεινῶν, ὡς τὴν παρέστησεν ὁ κ. Ῥάλλης. Ἐὰν ἡ Ἑλλὰς δὲν ηὐημέρησε, τοῦτο ὀφείλεται εἰς τὰς περιστάσεις. <box>918 850 1100 936</box>
column-4 <box>713 128 910 2238</box>
article-paragraph: Ἐρωτᾷ, προσθέτει, ἐὰν ἡ Ἑλλὰς δὲν εἶνε δυνατὸν νὰ ζήσῃ ἐνταῦθα ἄνευ δαπανῶν, ἀλλ᾽ ὅτι ἀπαιτεῖται ἡ δαπάνη ἀναγκαία πρὸς ἐξασφάλισιν τῆς ἀσφαλείας τοῦ κράτους. <box>721 1054 903 1140</box>
article-paragraph: Κατόπιν ὁ κ. Ράλλης μέμφεται τὸν κ. Θεοτόκην ὡς καταστήσαντα τὴν χώραν ἐν νήψιμον, ὡς ἐγκαταλείψαντα αὐτὴν ἄνευ μέσων ἀμύνης. <box>918 630 1100 701</box>
article-heading: ΑΠΑΝΤΗΣΙΣ ΤΟΥ κ. ΚΑΡΑΠΑΝΟΥ <box>524 1225 706 1267</box>
article-paragraph: Μένον, λέγει, δὲν ἐνήλθον ἐπειδόμενοι εἰς τὴν εἰρήνευσιν ἡ Μακεδονία. Ἀλλ᾽ ἐν τῇ περιπτώσει ταύτῃ ἡ Ἑλλὰς ὀφείλει νὰ λάβῃ τὰ μέτρα της καὶ τοῦτο διὰ νὰ εἶνε τὰ αἰτήματα της. <box>721 424 903 524</box>
article-paragraph: Συνεταράχθην ἐρυθρόμματα, ἀλλὰ πραγματικότης εἶνε ὅπως δυστυχῶς παρ᾽ ἡμῖν πολλάκις συντάσσονται χωρὶς νὰ ληφθῶσιν ὑπ᾽ ὄψιν ὅλα τὰ οἰκονομικὰ μέσα πρὸς ἐκτέλεσιν τῶν προγραμμάτων τούτων. Ὅπως τὰ ἕτερα τὰ σχετιζόμενα πρὸς τὰ μέσα τοῦ πόρου τῶν ἐπιτεύξεων. <box>327 135 509 264</box>
top-rule <box>130 14 1570 20</box>
column-3 <box>516 128 713 2238</box>
article-paragraph: Εἶνε ἀληθὲς ὅτι ἡ Ἑλλὰς δὲν ἔχει ἀνάγκην νὰ φοβῆται ἐάν ἀναλάβῃ τὰ ἔργα ταῦτα. Καὶ ἡ Κυβέρνησις ἔχει τὴν γνώμην ὅτι τὸ δάνειον εἶνε ἀναγκαῖον. <box>918 1533 1100 1604</box>
article-paragraph: Ὁ κ. ΚΑΡΤΑΛΗΣ λέγει, ὅτι ἡ ἔκθεσις γίνεται ὑπ᾽ ὄψιν τῆς Βουλῆς ὡς ἐκτυπωθεῖσα. <box>1115 1493 1297 1535</box>
